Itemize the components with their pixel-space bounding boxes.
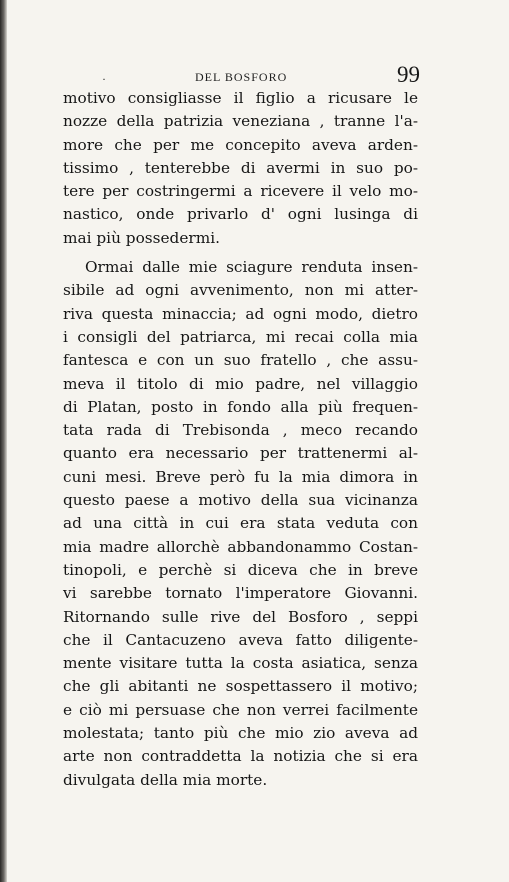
body-text — [63, 87, 418, 792]
text-line: Ormai dalle mie sciagure renduta insen- — [85, 258, 418, 277]
page-number: 99 — [397, 62, 420, 87]
paragraph-2 — [63, 256, 418, 792]
text-line: che gli abitanti ne sospettassero il motivo; — [63, 677, 418, 696]
text-line: Ritornando sulle rive del Bosforo , seppi — [63, 607, 418, 626]
text-line: di Platan, posto in fondo alla più frequen- — [63, 397, 418, 416]
paragraph-1 — [63, 87, 418, 250]
text-line: ad una città in cui era stata veduta con — [63, 514, 418, 533]
text-line: riva questa minaccia; ad ogni modo, dietro — [63, 304, 418, 323]
text-line: arte non contraddetta la notizia che si era — [63, 747, 418, 766]
text-line: more che per me concepito aveva arden- — [63, 135, 418, 154]
text-line: cuni mesi. Breve però fu la mia dimora in — [63, 467, 418, 486]
running-title: DEL BOSFORO — [195, 70, 288, 84]
text-line: tata rada di Trebisonda , meco recando — [63, 421, 418, 440]
text-line: e ciò mi persuase che non verrei facilmente — [63, 700, 418, 719]
book-spine-shadow — [0, 0, 7, 882]
text-line: tissimo , tenterebbe di avermi in suo po- — [63, 158, 418, 177]
text-line: mia madre allorchè abbandonammo Costan- — [63, 537, 418, 556]
header-marker: · — [102, 72, 106, 86]
text-line: nozze della patrizia veneziana , tranne l'a- — [63, 112, 418, 131]
text-line: molestata; tanto più che mio zio aveva ad — [63, 724, 418, 743]
text-line: questo paese a motivo della sua vicinanza — [63, 491, 418, 510]
text-line: nastico, onde privarlo d' ogni lusinga di — [63, 205, 418, 224]
text-line: tere per costringermi a ricevere il velo mo- — [63, 182, 418, 201]
text-line: tinopoli, e perchè si diceva che in breve — [63, 560, 418, 579]
text-line: vi sarebbe tornato l'imperatore Giovanni. — [63, 584, 418, 603]
text-line: meva il titolo di mio padre, nel villaggio — [63, 374, 418, 393]
text-line: mente visitare tutta la costa asiatica, senza — [63, 654, 418, 673]
text-line: motivo consigliasse il figlio a ricusare le — [63, 89, 418, 107]
text-line: i consigli del patriarca, mi recai colla mia — [63, 327, 418, 346]
text-line: sibile ad ogni avvenimento, non mi atter- — [63, 281, 418, 300]
text-line: mai più possedermi. — [63, 228, 220, 247]
text-line: fantesca e con un suo fratello , che assu- — [63, 351, 418, 370]
text-line: che il Cantacuzeno aveva fatto diligente- — [63, 630, 418, 649]
text-line: divulgata della mia morte. — [63, 770, 268, 789]
text-line: quanto era necessario per trattenermi al- — [63, 444, 418, 463]
